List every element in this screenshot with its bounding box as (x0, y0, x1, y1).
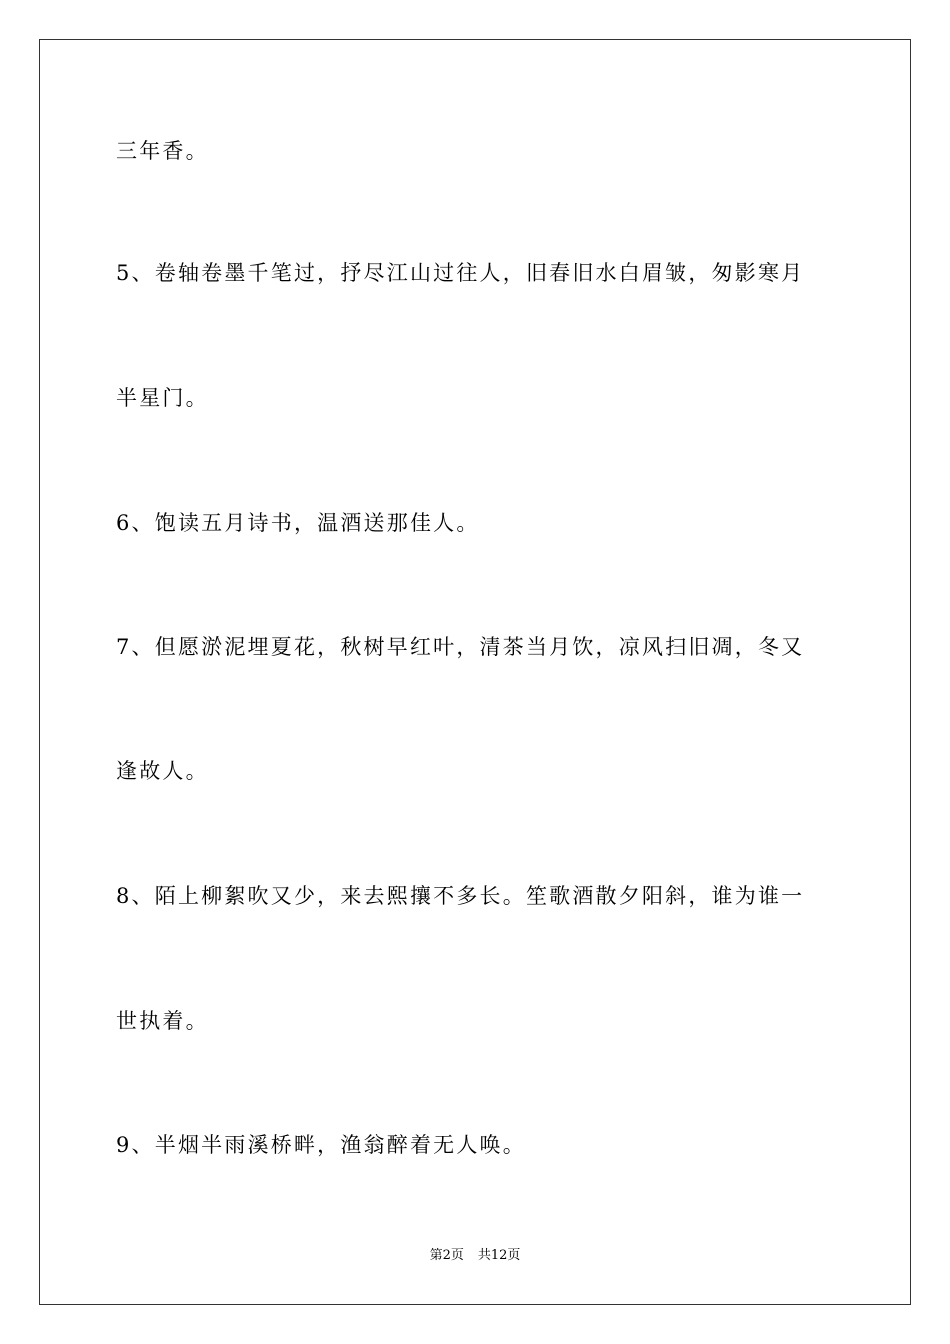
text-line: 9、半烟半雨溪桥畔，渔翁醉着无人唤。 (116, 1133, 526, 1157)
text-line: 5、卷轴卷墨千笔过，抒尽江山过往人，旧春旧水白眉皱，匆影寒月 (116, 261, 805, 285)
text-line: 6、饱读五月诗书，温酒送那佳人。 (116, 511, 480, 535)
page-number: 第2页 (429, 1248, 464, 1263)
text-line: 逢故人。 (116, 759, 209, 783)
text-line: 半星门。 (116, 386, 209, 410)
page-footer (0, 1246, 950, 1266)
page-border (39, 39, 911, 1305)
page-total: 共12页 (477, 1248, 521, 1263)
text-line: 8、陌上柳絮吹又少，来去熙攘不多长。笙歌酒散夕阳斜，谁为谁一 (116, 884, 805, 908)
text-line: 世执着。 (116, 1009, 209, 1033)
text-line: 7、但愿淤泥埋夏花，秋树早红叶，清茶当月饮，凉风扫旧凋，冬又 (116, 635, 805, 659)
text-line: 三年香。 (116, 139, 209, 163)
